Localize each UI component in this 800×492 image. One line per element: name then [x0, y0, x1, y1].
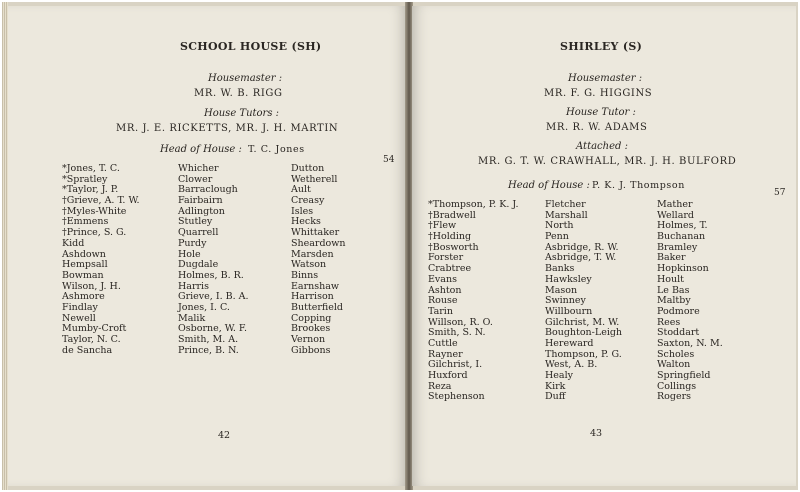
- name-entry: Ashdown: [62, 248, 106, 260]
- name-entry: Marshall: [545, 209, 588, 221]
- name-entry: Rayner: [428, 348, 463, 360]
- name-entry: Willson, R. O.: [428, 316, 493, 328]
- name-entry: Hereward: [545, 337, 594, 349]
- left-housemaster-name: MR. W. B. RIGG: [194, 88, 283, 99]
- name-entry: Ault: [291, 184, 311, 196]
- right-margin-number: 57: [774, 188, 786, 198]
- right-tutor-label: House Tutor :: [566, 107, 636, 118]
- name-entry: Copping: [291, 312, 332, 324]
- name-entry: Hawksley: [545, 273, 592, 285]
- name-entry: Grieve, I. B. A.: [178, 291, 249, 303]
- left-page-number: 42: [218, 430, 231, 441]
- name-entry: Smith, S. N.: [428, 327, 486, 339]
- name-entry: †Emmens: [62, 216, 109, 228]
- name-entry: Evans: [428, 273, 457, 285]
- open-book: [2, 2, 798, 490]
- right-housemaster-label: Housemaster :: [568, 73, 643, 84]
- name-entry: Stutley: [178, 216, 213, 228]
- left-column-2: [178, 164, 249, 356]
- left-column-1: [62, 164, 140, 356]
- name-entry: Brookes: [291, 323, 331, 335]
- name-entry: Ashmore: [62, 291, 105, 303]
- name-entry: †Bradwell: [428, 209, 476, 221]
- name-entry: Crabtree: [428, 263, 472, 275]
- name-entry: Jones, I. C.: [178, 301, 230, 313]
- name-entry: Binns: [291, 269, 319, 281]
- name-entry: Holmes, B. R.: [178, 269, 244, 281]
- name-entry: Sheardown: [291, 237, 346, 249]
- name-entry: Whicher: [178, 163, 219, 174]
- name-entry: Boughton-Leigh: [545, 327, 623, 339]
- name-entry: Marsden: [291, 248, 334, 260]
- name-entry: Maltby: [657, 295, 691, 307]
- name-entry: Bowman: [62, 269, 104, 281]
- left-column-3: [291, 164, 346, 356]
- name-entry: Earnshaw: [291, 280, 340, 292]
- name-entry: Duff: [545, 391, 566, 403]
- name-entry: Adlington: [178, 205, 225, 217]
- name-entry: Dutton: [291, 163, 325, 174]
- name-entry: Hole: [178, 248, 201, 260]
- name-entry: Fletcher: [545, 199, 586, 210]
- name-entry: Gibbons: [291, 344, 331, 356]
- name-entry: Gilchrist, I.: [428, 359, 483, 371]
- name-entry: Harris: [178, 280, 209, 292]
- name-entry: Bramley: [657, 241, 698, 253]
- name-entry: Mumby-Croft: [62, 323, 127, 335]
- name-entry: †Grieve, A. T. W.: [62, 195, 140, 207]
- name-entry: Gilchrist, M. W.: [545, 316, 620, 328]
- name-entry: Hempsall: [62, 259, 108, 271]
- name-entry: Clower: [178, 173, 213, 185]
- right-page-title: SHIRLEY (S): [560, 40, 643, 53]
- name-entry: Asbridge, T. W.: [545, 252, 617, 264]
- name-entry: Barraclough: [178, 184, 238, 196]
- name-entry: Willbourn: [545, 305, 593, 317]
- name-entry: Healy: [545, 370, 573, 381]
- name-entry: Holmes, T.: [657, 220, 708, 232]
- name-entry: Newell: [62, 312, 96, 324]
- name-entry: Wetherell: [291, 173, 338, 185]
- name-entry: †Bosworth: [428, 241, 479, 253]
- name-entry: †Prince, S. G.: [62, 227, 127, 239]
- name-entry: Hopkinson: [657, 263, 709, 275]
- name-entry: Mason: [545, 284, 578, 296]
- name-entry: Huxford: [428, 370, 468, 381]
- name-entry: Saxton, N. M.: [657, 337, 723, 349]
- left-head-of-house-name: T. C. Jones: [248, 144, 305, 155]
- name-entry: Rees: [657, 316, 681, 328]
- name-entry: Reza: [428, 380, 452, 392]
- left-margin-number: 54: [383, 155, 395, 165]
- name-entry: de Sancha: [62, 344, 113, 356]
- name-entry: Smith, M. A.: [178, 334, 239, 345]
- name-entry: Hoult: [657, 273, 684, 285]
- name-entry: Walton: [657, 359, 691, 371]
- name-entry: Scholes: [657, 348, 695, 360]
- right-head-of-house-label: Head of House :: [508, 180, 590, 191]
- name-entry: Springfield: [657, 370, 711, 381]
- name-entry: †Holding: [428, 231, 472, 243]
- name-entry: Osborne, W. F.: [178, 323, 248, 335]
- name-entry: Whittaker: [291, 227, 340, 239]
- name-entry: Hecks: [291, 216, 321, 228]
- name-entry: Fairbairn: [178, 195, 223, 207]
- left-head-of-house-label: Head of House :: [160, 144, 242, 155]
- right-tutor-name: MR. R. W. ADAMS: [546, 122, 648, 133]
- name-entry: Asbridge, R. W.: [545, 241, 619, 253]
- name-entry: Kidd: [62, 237, 85, 249]
- name-entry: Buchanan: [657, 231, 706, 243]
- name-entry: Vernon: [291, 334, 326, 345]
- name-entry: Stoddart: [657, 327, 700, 339]
- name-entry: Le Bas: [657, 284, 690, 296]
- name-entry: Malik: [178, 312, 206, 324]
- name-entry: Banks: [545, 263, 575, 275]
- name-entry: West, A. B.: [545, 359, 598, 371]
- left-tutors-label: House Tutors :: [204, 108, 280, 119]
- name-entry: Penn: [545, 231, 569, 243]
- name-entry: Ashton: [428, 284, 462, 296]
- name-entry: Podmore: [657, 305, 700, 317]
- right-attached-names: MR. G. T. W. CRAWHALL, MR. J. H. BULFORD: [478, 156, 737, 167]
- name-entry: Harrison: [291, 291, 334, 303]
- name-entry: †Myles-White: [62, 205, 127, 217]
- name-entry: Wilson, J. H.: [62, 280, 121, 292]
- name-entry: Creasy: [291, 195, 325, 207]
- right-attached-label: Attached :: [576, 141, 628, 152]
- name-entry: Dugdale: [178, 259, 219, 271]
- name-entry: Purdy: [178, 237, 207, 249]
- name-entry: Findlay: [62, 301, 98, 313]
- name-entry: Tarin: [428, 305, 453, 317]
- name-entry: Thompson, P. G.: [545, 348, 622, 360]
- left-page: [8, 6, 406, 486]
- name-entry: Prince, B. N.: [178, 344, 239, 356]
- name-entry: North: [545, 220, 574, 232]
- left-housemaster-label: Housemaster :: [208, 73, 283, 84]
- name-entry: Taylor, N. C.: [62, 334, 121, 345]
- name-entry: Kirk: [545, 380, 566, 392]
- name-entry: *Taylor, J. P.: [62, 184, 119, 196]
- name-entry: Butterfield: [291, 301, 343, 313]
- left-tutors-names: MR. J. E. RICKETTS, MR. J. H. MARTIN: [116, 123, 339, 134]
- right-column-2: [545, 200, 622, 403]
- name-entry: Isles: [291, 205, 314, 217]
- name-entry: Mather: [657, 199, 693, 210]
- name-entry: Stephenson: [428, 391, 485, 403]
- name-entry: Watson: [291, 259, 327, 271]
- name-entry: Quarrell: [178, 227, 219, 239]
- name-entry: Collings: [657, 380, 697, 392]
- name-entry: *Thompson, P. K. J.: [428, 199, 519, 210]
- name-entry: †Flew: [428, 220, 457, 232]
- right-page: [412, 6, 796, 486]
- name-entry: Rogers: [657, 391, 691, 403]
- name-entry: Rouse: [428, 295, 458, 307]
- right-column-1: [428, 200, 519, 403]
- name-entry: Swinney: [545, 295, 586, 307]
- right-page-number: 43: [590, 428, 603, 439]
- left-page-title: SCHOOL HOUSE (SH): [180, 40, 322, 53]
- name-entry: Forster: [428, 252, 464, 264]
- right-housemaster-name: MR. F. G. HIGGINS: [544, 88, 653, 99]
- name-entry: *Jones, T. C.: [62, 163, 120, 174]
- name-entry: Cuttle: [428, 337, 458, 349]
- name-entry: *Spratley: [62, 173, 108, 185]
- name-entry: Wellard: [657, 209, 694, 221]
- name-entry: Baker: [657, 252, 686, 264]
- right-head-of-house-name: P. K. J. Thompson: [592, 180, 685, 191]
- right-column-3: [657, 200, 723, 403]
